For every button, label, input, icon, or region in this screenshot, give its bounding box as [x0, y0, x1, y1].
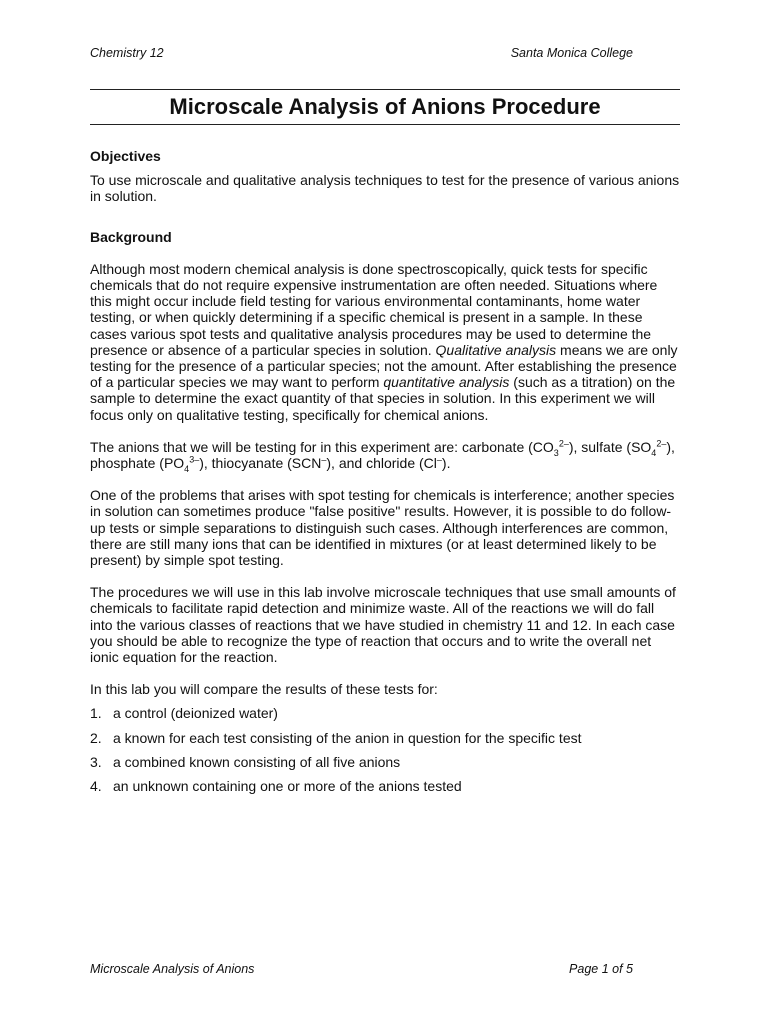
- background-paragraph-3: One of the problems that arises with spot testing for chemicals is interference; another species in solution can sometimes produce "false positive" results. However, it is possible to do follow-up tests or simple separations to distinguish such cases. Although interferences are common, there are still many ions that can be identified in mixtures (or at least determined likely to be present) by simple spot testing.: [90, 487, 675, 569]
- quantitative-analysis-term: quantitative analysis: [383, 374, 510, 391]
- comparison-list: [90, 705, 680, 794]
- background-heading: Background: [90, 228, 172, 245]
- list-item: 2. a known for each test consisting of the anion in question for the specific test: [90, 729, 582, 746]
- footer-doc-title: Microscale Analysis of Anions: [90, 962, 255, 976]
- background-paragraph-1: Although most modern chemical analysis is done spectroscopically, quick tests for specific chemicals that do not require expensive instrumentation are often needed. Situations where this might occur include field testing for various environmental contaminants, home water testing, or when quickly determining if a specific chemical is present in a sample. In these cases various spot tests and qualitative analysis procedures may be used to determine the presence or absence of a particular species in solution. Qualitative analysis means we are only testing for the presence of a particular species; not the amount. After establishing the presence of a particular species we may want to perform quantitative analysis (such as a titration) on the sample to determine the exact quantity of that species in solution. In this experiment we will focus only on qualitative testing, specifically for chemical anions.: [90, 260, 678, 423]
- footer-page-number: Page 1 of 5: [569, 962, 633, 976]
- document-body: [90, 148, 680, 802]
- list-item: 1. a control (deionized water): [90, 705, 278, 722]
- objectives-heading: Objectives: [90, 148, 161, 164]
- background-paragraph-2: The anions that we will be testing for in this experiment are: carbonate $(CO_3^{2-})$, sulfate $(SO_4^{2-})$, phosphate $(PO_4^{3-})$, thiocyanate (SCN–), and chloride (Cl–).: [90, 438, 675, 474]
- header-college: Santa Monica College: [510, 46, 633, 60]
- background-paragraph-4: The procedures we will use in this lab involve microscale techniques that use small amounts of chemicals to facilitate rapid detection and minimize waste. All of the reactions we will do fall into the various classes of reactions that we have studied in chemistry 11 and 12. In each case you should be able to recognize the type of reaction that occurs and to write the overall net ionic equation for the reaction.: [90, 584, 676, 666]
- header-course: Chemistry 12: [90, 46, 164, 60]
- page-title: Microscale Analysis of Anions Procedure: [169, 94, 601, 119]
- title-rule-bottom: [90, 124, 680, 125]
- list-item: 3. a combined known consisting of all five anions: [90, 753, 401, 770]
- list-item: 4. an unknown containing one or more of the anions tested: [90, 778, 462, 795]
- qualitative-analysis-term: Qualitative analysis: [435, 341, 557, 358]
- objectives-text: To use microscale and qualitative analysis techniques to test for the presence of various anions in solution.: [90, 172, 680, 205]
- title-rule-top: [90, 89, 680, 90]
- background-paragraph-5: In this lab you will compare the results of these tests for:: [90, 681, 438, 698]
